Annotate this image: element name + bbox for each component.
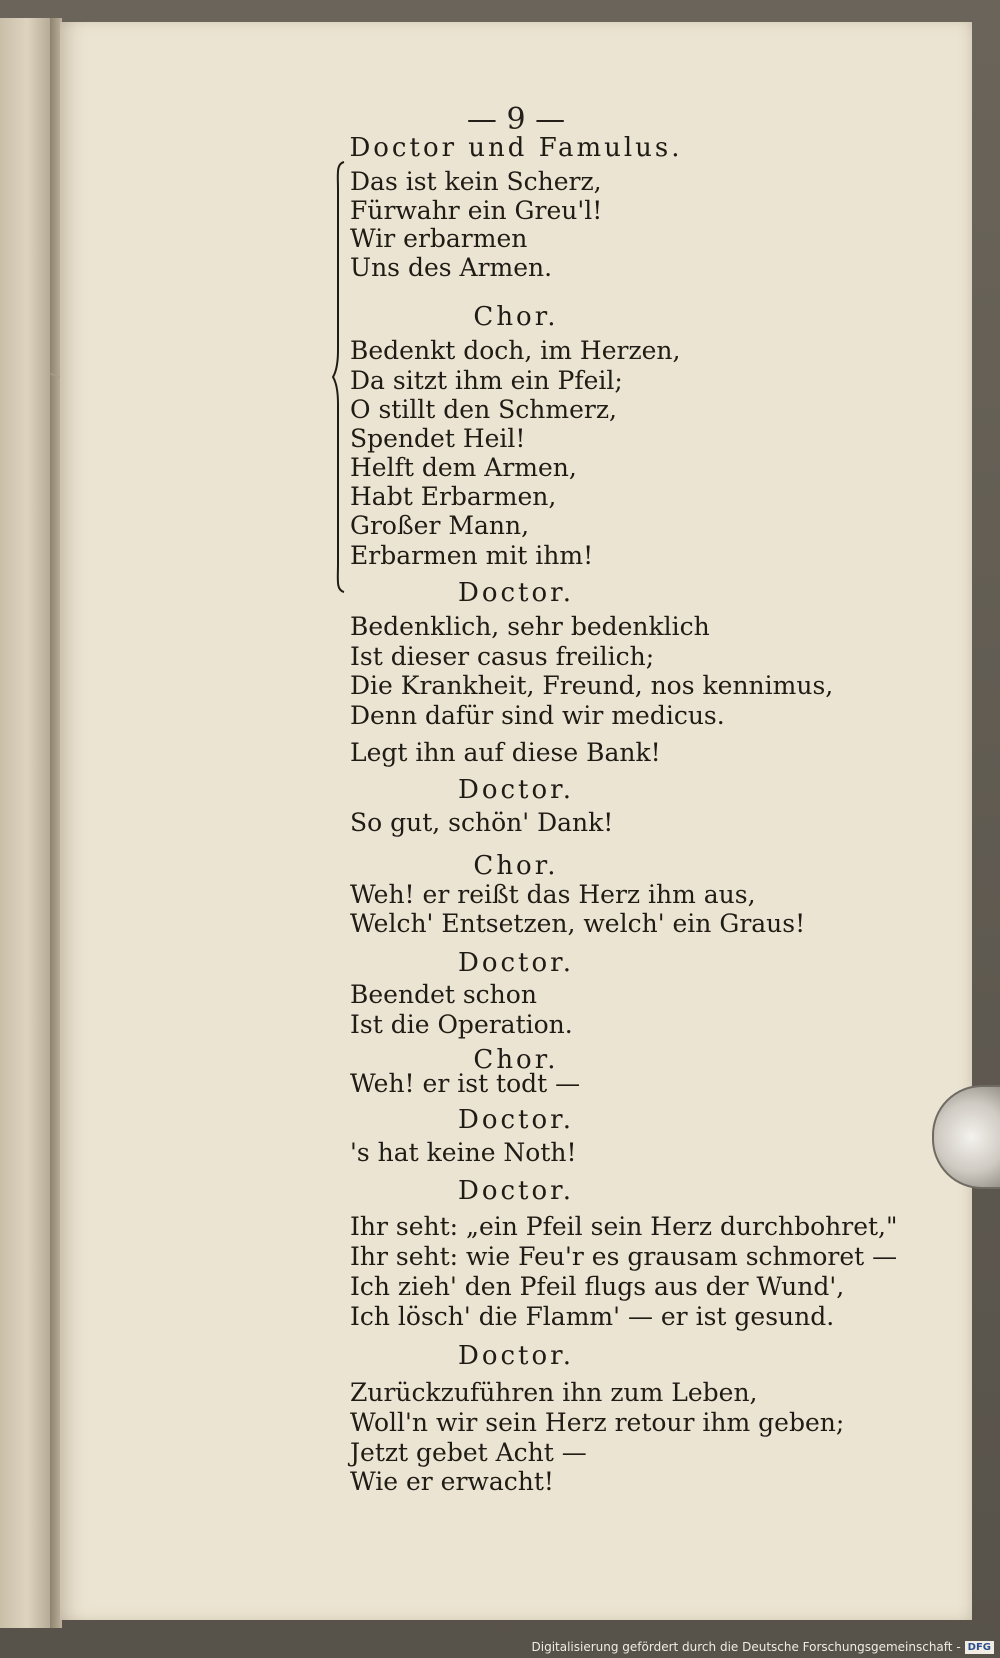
verse-line: Bedenkt doch, im Herzen, — [350, 336, 681, 365]
verse-line: Uns des Armen. — [350, 253, 553, 282]
footer-text: Digitalisierung gefördert durch die Deutsche Forschungsgemeinschaft - — [531, 1640, 961, 1654]
verse-line: Das ist kein Scherz, — [350, 167, 602, 196]
speaker-heading: Doctor. — [458, 775, 574, 805]
verse-line: Ihr seht: wie Feu'r es grausam schmoret — — [350, 1242, 898, 1271]
left-page-edge — [0, 18, 50, 1628]
verse-line: Die Krankheit, Freund, nos kennimus, — [350, 671, 834, 700]
verse-line: Da sitzt ihm ein Pfeil; — [350, 366, 623, 395]
speaker-heading: Chor. — [473, 302, 559, 332]
verse-line: O stillt den Schmerz, — [350, 395, 617, 424]
verse-line: 's hat keine Noth! — [350, 1138, 577, 1167]
footer — [532, 1640, 995, 1654]
dfg-logo: DFG — [965, 1641, 994, 1654]
page-number: — 9 — — [466, 102, 566, 137]
speaker-heading: Doctor und Famulus. — [349, 133, 683, 163]
verse-line: Wie er erwacht! — [350, 1467, 554, 1496]
verse-line: Ich lösch' die Flamm' — er ist gesund. — [350, 1302, 835, 1331]
verse-line: Großer Mann, — [350, 511, 530, 540]
verse-line: Erbarmen mit ihm! — [350, 541, 594, 570]
verse-line: Ihr seht: „ein Pfeil sein Herz durchbohret," — [350, 1212, 898, 1241]
speaker-heading: Doctor. — [458, 948, 574, 978]
verse-line: Helft dem Armen, — [350, 453, 577, 482]
speaker-heading: Chor. — [473, 851, 559, 881]
verse-line: Habt Erbarmen, — [350, 482, 557, 511]
verse-line: Ist dieser casus freilich; — [350, 642, 655, 671]
verse-line: Fürwahr ein Greu'l! — [350, 196, 603, 225]
speaker-heading: Doctor. — [458, 1176, 574, 1206]
verse-line: Spendet Heil! — [350, 424, 526, 453]
speaker-heading: Doctor. — [458, 578, 574, 608]
speaker-heading: Doctor. — [458, 1341, 574, 1371]
verse-line: Welch' Entsetzen, welch' ein Graus! — [350, 909, 806, 938]
verse-line: Woll'n wir sein Herz retour ihm geben; — [350, 1408, 845, 1437]
verse-line: Beendet schon — [350, 980, 537, 1009]
text-block — [60, 22, 972, 1620]
speaker-heading: Doctor. — [458, 1105, 574, 1135]
verse-line: So gut, schön' Dank! — [350, 808, 614, 837]
verse-line: Legt ihn auf diese Bank! — [350, 738, 661, 767]
verse-line: Zurückzuführen ihn zum Leben, — [350, 1378, 758, 1407]
verse-line: Weh! er ist todt — — [350, 1069, 581, 1098]
verse-line: Weh! er reißt das Herz ihm aus, — [350, 880, 756, 909]
verse-line: Wir erbarmen — [350, 224, 528, 253]
verse-line: Ich zieh' den Pfeil flugs aus der Wund', — [350, 1272, 845, 1301]
book-page — [60, 22, 972, 1620]
verse-line: Jetzt gebet Acht — — [350, 1438, 587, 1467]
verse-line: Ist die Operation. — [350, 1010, 573, 1039]
speaker-heading: Chor. — [473, 1045, 559, 1075]
verse-line: Bedenklich, sehr bedenklich — [350, 612, 710, 641]
verse-line: Denn dafür sind wir medicus. — [350, 701, 725, 730]
